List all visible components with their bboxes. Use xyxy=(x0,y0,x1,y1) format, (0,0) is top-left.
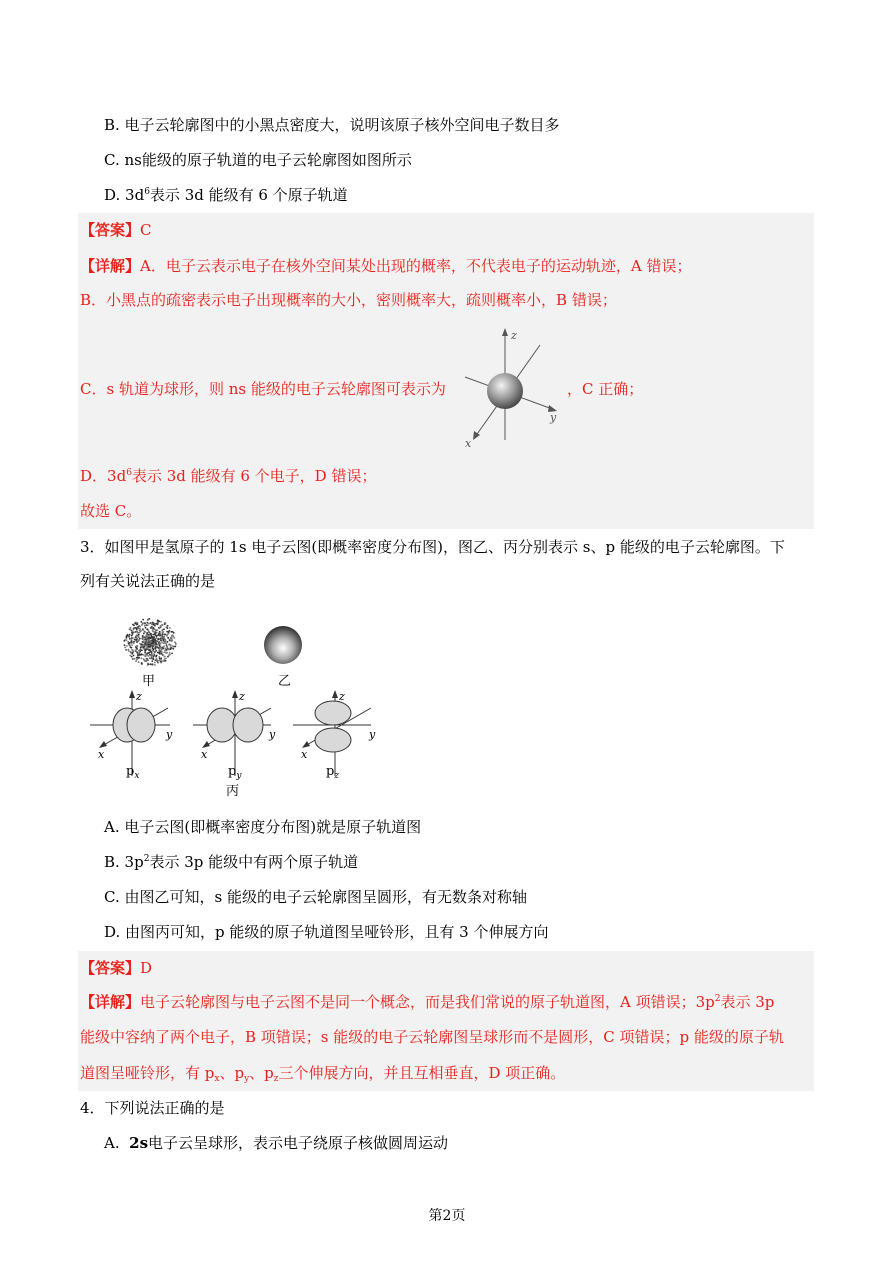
svg-text:z: z xyxy=(239,690,245,703)
q3-stem-line-1: 3．如图甲是氢原子的 1s 电子云图(即概率密度分布图)，图乙、丙分别表示 s、p 能级的电子云轮廓图。下 xyxy=(80,538,785,556)
s-orbital-figure xyxy=(455,325,585,450)
q2-conclusion: 故选 C。 xyxy=(80,502,142,520)
q4-stem: 4．下列说法正确的是 xyxy=(80,1099,225,1117)
q3-detail-line-3: 道图呈哑铃形，有 $p_x$、$p_y$、$p_z$三个伸展方向，并且互相垂直，D 项正确。 xyxy=(80,1064,566,1084)
q3-detail-line-2: 能级中容纳了两个电子，B 项错误；s 能级的电子云轮廓图呈球形而不是圆形，C 项错误；p 能级的原子轨 xyxy=(80,1028,784,1046)
label-jia: 甲 xyxy=(142,674,156,689)
q3-option-c: C. 由图乙可知，s 能级的电子云轮廓图呈圆形，有无数条对称轴 xyxy=(104,888,527,906)
svg-text:x: x xyxy=(201,748,208,761)
x-label: x xyxy=(465,437,472,450)
q3-option-d: D. 由图丙可知，p 能级的原子轨道图呈哑铃形，且有 3 个伸展方向 xyxy=(104,923,549,941)
label-py: $p_y$ xyxy=(228,764,242,781)
page-number: 第2页 xyxy=(428,1208,466,1224)
q2-detail-d: D．$3d^6$表示 3d 能级有 6 个电子，D 错误； xyxy=(80,467,377,485)
sphere-orbital xyxy=(487,373,523,409)
svg-text:z: z xyxy=(339,690,345,703)
q2-option-d: D. $3d^6$表示 3d 能级有 6 个原子轨道 xyxy=(104,186,348,204)
q3-answer: 【答案】D xyxy=(80,959,153,977)
q3-option-b: B. $3p^2$表示 3p 能级中有两个原子轨道 xyxy=(104,853,359,871)
q3-detail-line-1: 【详解】电子云轮廓图与电子云图不是同一个概念，而是我们常说的原子轨道图，A 项错误；$3p^2$表示 3p xyxy=(80,993,775,1011)
svg-text:x: x xyxy=(301,748,308,761)
svg-text:y: y xyxy=(269,728,276,741)
q3-option-a: A. 电子云图(即概率密度分布图)就是原子轨道图 xyxy=(104,818,422,836)
q2-option-b: B. 电子云轮廓图中的小黑点密度大，说明该原子核外空间电子数目多 xyxy=(104,116,560,134)
q3-stem-line-2: 列有关说法正确的是 xyxy=(80,572,216,590)
label-yi: 乙 xyxy=(278,674,292,689)
q2-detail-b: B．小黑点的疏密表示电子出现概率的大小，密则概率大，疏则概率小，B 错误； xyxy=(80,291,617,309)
svg-text:y: y xyxy=(369,728,376,741)
q2-option-c: C. ns能级的原子轨道的电子云轮廓图如图所示 xyxy=(104,151,412,169)
s-sphere xyxy=(264,626,302,664)
svg-text:x: x xyxy=(98,748,105,761)
q4-option-a: A. 2s电子云呈球形，表示电子绕原子核做圆周运动 xyxy=(104,1134,449,1152)
y-label: y xyxy=(550,411,557,424)
svg-text:y: y xyxy=(166,728,173,741)
electron-cloud-dots xyxy=(123,618,176,666)
electron-cloud-figure xyxy=(115,612,185,672)
q2-detail-c-post: ，C 正确； xyxy=(567,380,644,398)
label-pz: $p_z$ xyxy=(326,764,340,781)
q2-detail-a: 【详解】A．电子云表示电子在核外空间某处出现的概率，不代表电子的运动轨迹，A 错误； xyxy=(80,257,692,275)
q2-answer: 【答案】C xyxy=(80,221,152,239)
q2-detail-c-pre: C．s 轨道为球形，则 ns 能级的电子云轮廓图可表示为 xyxy=(80,380,446,398)
label-bing: 丙 xyxy=(226,784,240,799)
s-sphere-figure xyxy=(260,622,306,668)
svg-text:z: z xyxy=(136,690,142,703)
label-px: $p_x$ xyxy=(126,764,140,781)
z-label: z xyxy=(511,329,517,342)
